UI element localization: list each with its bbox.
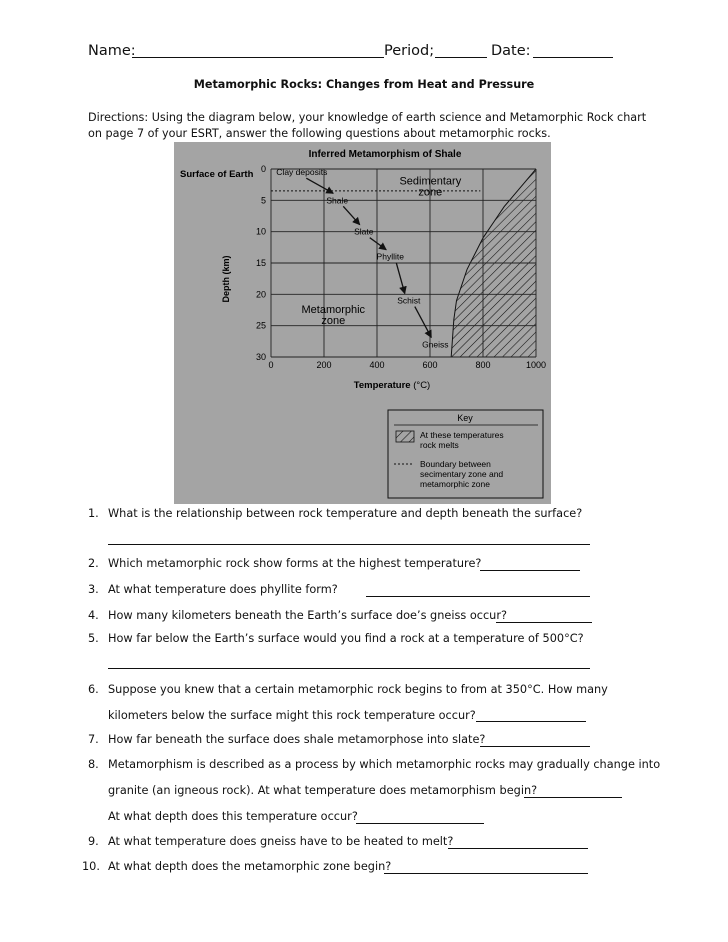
question-8-number: 8. bbox=[88, 758, 99, 771]
question-6-text-cont: kilometers below the surface might this rock temperature occur? bbox=[108, 709, 476, 722]
question-6-text: Suppose you knew that a certain metamorphic rock begins to from at 350°C. How many bbox=[108, 683, 608, 696]
question-10-number: 10. bbox=[82, 860, 100, 873]
question-7-number: 7. bbox=[88, 733, 99, 746]
answer-7-line[interactable] bbox=[480, 746, 590, 747]
answer-6-line[interactable] bbox=[476, 721, 586, 722]
answer-4-line[interactable] bbox=[496, 622, 592, 623]
page-title: Metamorphic Rocks: Changes from Heat and Pressure bbox=[193, 78, 535, 91]
question-2-text: Which metamorphic rock show forms at the highest temperature? bbox=[108, 557, 482, 570]
question-3-number: 3. bbox=[88, 583, 99, 596]
metamorphism-chart bbox=[174, 142, 551, 504]
zone-label-sedimentary: Sedimentary zone bbox=[399, 175, 462, 199]
question-5-number: 5. bbox=[88, 632, 99, 645]
question-4-number: 4. bbox=[88, 609, 99, 622]
y-tick-label: 5 bbox=[260, 195, 266, 206]
name-label: Name: bbox=[88, 43, 136, 59]
rock-label-schist: Schist bbox=[397, 295, 421, 306]
key-title: Key bbox=[457, 413, 473, 423]
chart-key bbox=[388, 410, 543, 498]
question-9-text: At what temperature does gneiss have to be heated to melt? bbox=[108, 835, 454, 848]
x-axis-label: Temperature (°C) bbox=[353, 380, 431, 391]
transition-arrow bbox=[370, 238, 387, 250]
y-tick-label: 10 bbox=[255, 226, 266, 237]
question-8-text-cont: granite (an igneous rock). At what temperature does metamorphism begin? bbox=[108, 784, 538, 797]
y-tick-label: 25 bbox=[255, 320, 266, 331]
key-boundary-label: Boundary between secimentary zone and metamorphic zone bbox=[420, 459, 504, 489]
period-field[interactable] bbox=[435, 45, 487, 58]
date-label: Date: bbox=[491, 43, 531, 59]
question-2-number: 2. bbox=[88, 557, 99, 570]
question-4-text: How many kilometers beneath the Earth’s surface doe’s gneiss occur? bbox=[108, 609, 507, 622]
rock-label-phyllite: Phyllite bbox=[376, 251, 404, 262]
question-8-text-cont2: At what depth does this temperature occur? bbox=[108, 810, 358, 823]
name-field[interactable] bbox=[132, 45, 384, 58]
rock-label-shale: Shale bbox=[326, 195, 349, 206]
answer-1-line[interactable] bbox=[108, 544, 590, 545]
y-tick-label: 20 bbox=[255, 289, 266, 300]
y-tick-label: 30 bbox=[255, 352, 266, 362]
question-6-number: 6. bbox=[88, 683, 99, 696]
y-tick-label: 15 bbox=[255, 258, 266, 268]
question-9-number: 9. bbox=[88, 835, 99, 848]
rock-label-clay-deposits: Clay deposits bbox=[276, 167, 328, 178]
question-10-text: At what depth does the metamorphic zone begin? bbox=[108, 860, 392, 873]
answer-8b-line[interactable] bbox=[356, 823, 484, 824]
x-tick-label: 1000 bbox=[525, 360, 547, 370]
directions-line-2: on page 7 of your ESRT, answer the following questions about metamorphic rocks. bbox=[88, 127, 551, 140]
transition-arrow bbox=[343, 206, 360, 224]
key-melt-label: At these temperatures rock melts bbox=[420, 430, 504, 450]
question-7-text: How far beneath the surface does shale metamorphose into slate? bbox=[108, 733, 486, 746]
melt-swatch bbox=[396, 431, 414, 442]
question-1-number: 1. bbox=[88, 507, 99, 520]
surface-label: Surface of Earth bbox=[180, 169, 254, 180]
rock-label-gneiss: Gneiss bbox=[422, 339, 449, 350]
answer-5-line[interactable] bbox=[108, 668, 590, 669]
zone-label-metamorphic: Metamorphic zone bbox=[301, 303, 366, 327]
answer-2-line[interactable] bbox=[480, 570, 580, 571]
x-tick-label: 600 bbox=[422, 360, 438, 370]
directions-line-1: Directions: Using the diagram below, your knowledge of earth science and Metamorphic Rock chart bbox=[88, 111, 647, 124]
question-8-text: Metamorphism is described as a process by which metamorphic rocks may gradually change into bbox=[108, 758, 661, 771]
transition-arrow bbox=[415, 307, 432, 338]
x-tick-label: 800 bbox=[475, 360, 491, 370]
date-field[interactable] bbox=[533, 45, 613, 58]
question-1-text: What is the relationship between rock temperature and depth beneath the surface? bbox=[108, 507, 583, 520]
x-tick-label: 0 bbox=[268, 360, 274, 370]
question-3-text: At what temperature does phyllite form? bbox=[108, 583, 338, 596]
answer-3-line[interactable] bbox=[366, 596, 590, 597]
y-axis-label: Depth (km) bbox=[221, 255, 231, 303]
y-tick-label: 0 bbox=[260, 164, 266, 174]
transition-arrow bbox=[396, 263, 405, 294]
answer-9-line[interactable] bbox=[448, 848, 588, 849]
chart-title: Inferred Metamorphism of Shale bbox=[308, 149, 462, 160]
period-label: Period; bbox=[384, 43, 435, 59]
x-tick-label: 200 bbox=[316, 360, 332, 370]
answer-10-line[interactable] bbox=[384, 873, 588, 874]
rock-label-slate: Slate bbox=[354, 226, 374, 237]
question-5-text: How far below the Earth’s surface would you find a rock at a temperature of 500°C? bbox=[108, 632, 584, 645]
answer-8a-line[interactable] bbox=[524, 797, 622, 798]
x-tick-label: 400 bbox=[369, 360, 385, 370]
